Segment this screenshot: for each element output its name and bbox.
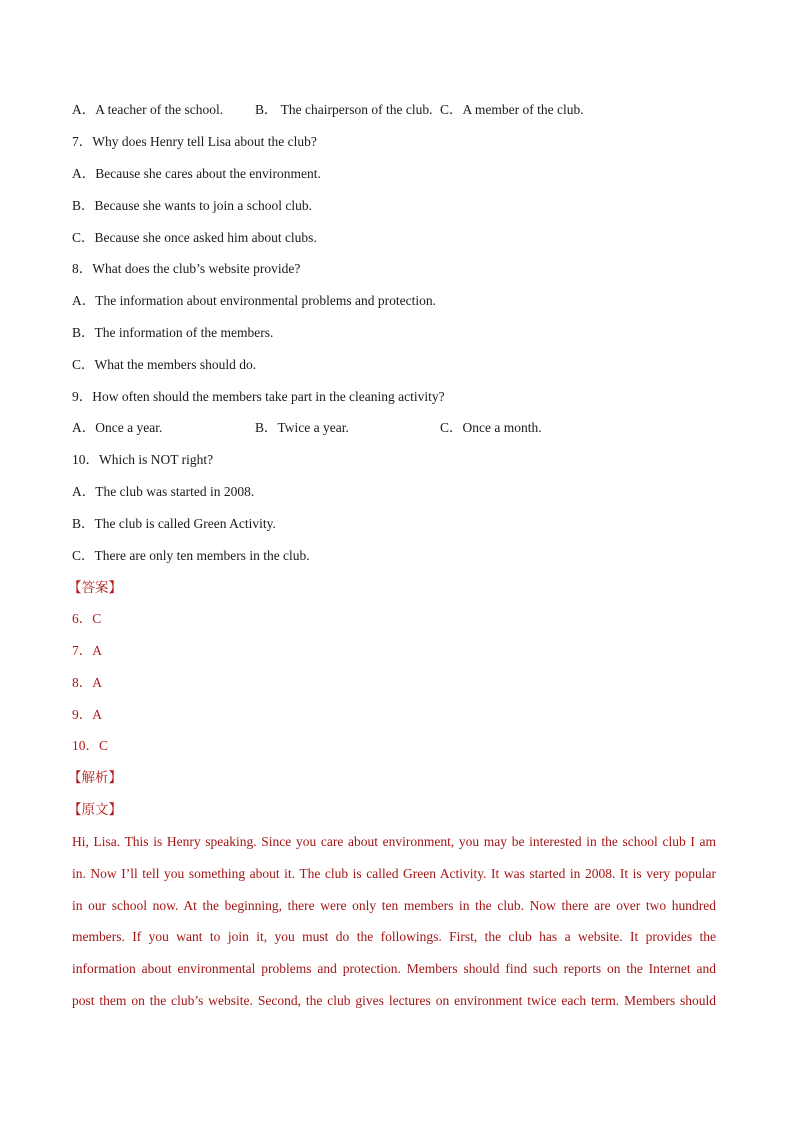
q7-question: 7．Why does Henry tell Lisa about the club? [72,134,317,149]
q8-option-a: A．The information about environmental problems and protection. [72,293,437,308]
original-text-line: in our school now. At the beginning, there were only ten members in the club. Now there are over two hundred [72,897,716,913]
original-text-paragraph [72,826,716,1017]
original-text-line: post them on the club’s website. Second, the club gives lectures on environment twice each term. Members should [72,992,716,1008]
q7-option-c: C．Because she once asked him about clubs. [72,230,317,245]
answers-heading: 【答案】 [68,580,122,595]
analysis-heading: 【解析】 [68,770,122,785]
answer-item: 8．A [72,675,102,690]
original-text-line: information about environmental problems and protection. Members should find such reports on the Internet and [72,961,716,977]
q6-option-c: C．A member of the club. [440,102,584,117]
answer-item: 9．A [72,707,102,722]
original-text-heading: 【原文】 [68,802,122,817]
q9-option-a: A．Once a year. [72,420,163,435]
q10-option-b: B．The club is called Green Activity. [72,516,276,531]
q8-question: 8．What does the club’s website provide? [72,261,301,276]
q6-option-a: A．A teacher of the school. [72,102,224,117]
q8-option-c: C．What the members should do. [72,357,257,372]
answer-item: 10．C [72,738,109,753]
q9-option-c: C．Once a month. [440,420,542,435]
q9-question: 9．How often should the members take part in the cleaning activity? [72,389,445,404]
original-text-line: in. Now I’ll tell you something about it. The club is called Green Activity. It was started in 2008. It is very popular [72,865,716,881]
q7-option-b: B．Because she wants to join a school club. [72,198,312,213]
q6-option-b: B． The chairperson of the club. [255,102,433,117]
original-text-line: Hi, Lisa. This is Henry speaking. Since you care about environment, you may be interested in the school club I am [72,834,716,849]
q7-option-a: A．Because she cares about the environment. [72,166,321,181]
q8-option-b: B．The information of the members. [72,325,274,340]
answer-item: 7．A [72,643,102,658]
original-text-line: members. If you want to join it, you must do the followings. First, the club has a website. It provides the [72,929,716,945]
q9-option-b: B．Twice a year. [255,420,349,435]
answer-item: 6．C [72,611,102,626]
q10-option-c: C．There are only ten members in the club. [72,548,310,563]
q10-option-a: A．The club was started in 2008. [72,484,255,499]
q10-question: 10．Which is NOT right? [72,452,214,467]
